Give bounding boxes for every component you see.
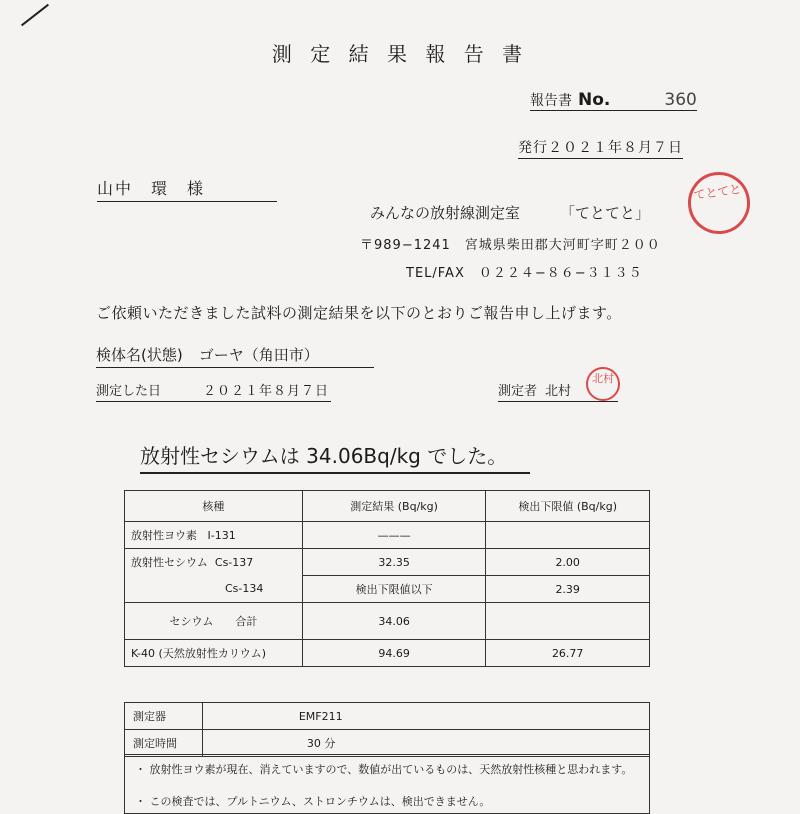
lab-address: 〒989−1241 宮城県柴田郡大河町字町２００: [360, 238, 661, 253]
measurement-date-line: [96, 380, 331, 402]
measurement-date-value: ２０２１年８月７日: [203, 384, 330, 399]
table-row: [125, 522, 650, 549]
table-header-row: [125, 491, 650, 522]
lab-seal-stamp: てとてと: [684, 168, 754, 238]
nuclide-name: 放射性ヨウ素: [131, 529, 197, 542]
row-result: 34.06: [302, 603, 486, 640]
pen-mark: [21, 4, 49, 27]
lab-name: みんなの放射線測定室: [370, 204, 521, 222]
table-row: [125, 703, 650, 730]
row-limit: 26.77: [486, 640, 650, 667]
row-nuclide: K-40 (天然放射性カリウム): [125, 640, 303, 667]
nuclide-name: 放射性セシウム: [131, 556, 208, 570]
header-limit: 検出下限値 (Bq/kg): [486, 491, 650, 522]
row-nuclide: セシウム 合計: [125, 603, 303, 640]
isotope-code: I-131: [207, 529, 236, 542]
isotope-code: Cs-137: [214, 556, 254, 570]
time-value: 30 分: [202, 730, 649, 757]
sample-value: ゴーヤ（角田市）: [198, 346, 319, 364]
row-result: ———: [302, 522, 486, 549]
sample-label: 検体名(状態): [96, 346, 183, 364]
note-item: ・ この検査では、プルトニウム、ストロンチウムは、検出できません。: [135, 795, 491, 808]
table-row: [125, 603, 650, 640]
report-number-value: 360: [664, 90, 697, 110]
row-limit: [486, 522, 650, 549]
results-table: [124, 490, 650, 667]
row-nuclide: [125, 549, 303, 576]
result-headline: 放射性セシウムは 34.06Bq/kg でした。: [140, 440, 530, 474]
notes-box: [124, 754, 650, 814]
lab-tel-fax: TEL/FAX ０２２４−８６−３１３５: [406, 266, 643, 281]
measurer-seal-stamp: 北村: [586, 367, 620, 401]
header-result: 測定結果 (Bq/kg): [302, 491, 486, 522]
table-row: [125, 549, 650, 576]
row-limit: 2.00: [486, 549, 650, 576]
instrument-table: [124, 702, 650, 757]
issue-date: 発行２０２１年８月７日: [518, 137, 683, 159]
report-number-prefix: No.: [578, 90, 611, 110]
device-value: EMF211: [202, 703, 649, 730]
time-label: 測定時間: [125, 730, 203, 757]
measurer-label: 測定者: [498, 384, 538, 399]
table-row: [125, 730, 650, 757]
row-nuclide: [125, 522, 303, 549]
device-label: 測定器: [125, 703, 203, 730]
row-nuclide: [125, 576, 303, 603]
lab-nickname: 「てとてと」: [560, 204, 651, 222]
isotope-code: Cs-134: [225, 582, 264, 596]
measurement-date-label: 測定した日: [96, 384, 162, 399]
report-number-label: 報告書: [530, 93, 572, 109]
row-result: 検出下限値以下: [302, 576, 486, 603]
measurer-value: 北村: [545, 384, 572, 399]
table-row: [125, 640, 650, 667]
row-result: 32.35: [302, 549, 486, 576]
document-title: 測 定 結 果 報 告 書: [271, 42, 529, 66]
report-number: [530, 90, 697, 111]
lab-name-line: [370, 202, 650, 223]
header-nuclide: 核種: [125, 491, 303, 522]
row-limit: 2.39: [486, 576, 650, 603]
sample-line: [96, 344, 374, 368]
recipient-name: 山中 環 様: [97, 176, 277, 202]
row-limit: [486, 603, 650, 640]
note-item: ・ 放射性ヨウ素が現在、消えていますので、数値が出ているものは、天然放射性核種と思われます。: [135, 763, 633, 776]
table-row: [125, 576, 650, 603]
row-result: 94.69: [302, 640, 486, 667]
intro-text: ご依頼いただきました試料の測定結果を以下のとおりご報告申し上げます。: [96, 304, 622, 322]
